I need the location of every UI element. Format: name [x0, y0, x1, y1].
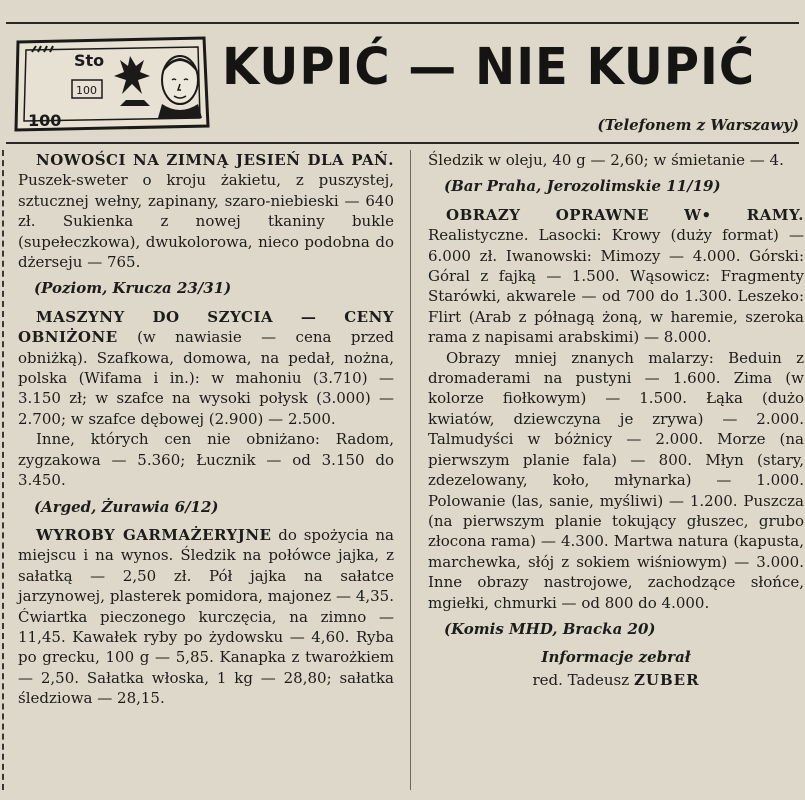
section-body: do spożycia na miejscu i na wynos. Śledzik na połówce jajka, z sałatką — 2,50 zł. Pół jajka na sałatce jarzynowej, plasterek pomidora, majonez — 4,35. Ćwiartka pieczonego kurczęcia, na zimno — 11,45. Kawałek ryby po żydowsku — 4,60. Ryba po grecku, 100 g — 5,85. Kanapka z twarożkiem — 2,50. Sałatka włoska, 1 kg — 28,80; sałatka śledziowa — 28,15.	[18, 525, 394, 708]
author-name: ZUBER	[633, 670, 700, 689]
banknote-illustration-icon	[12, 34, 212, 134]
left-column	[18, 150, 394, 709]
section-body-2: Inne, których cen nie obniżano: Radom, zygzakowa — 5.360; Łucznik — od 3.150 do 3.450.	[18, 430, 394, 490]
top-rule	[6, 22, 799, 24]
section-body: Puszek-sweter o kroju żakietu, z puszystej, sztucznej wełny, zapinany, szaro-niebieski — 640 zł. Sukienka z nowej tkaniny bukle (supełeczkowa), dwukolorowa, nieco podobna do dżerseju — 765.	[18, 171, 394, 272]
section-heading: WYROBY GARMAŻERYJNE	[36, 525, 272, 544]
credit-line: Informacje zebrał	[541, 648, 691, 667]
source-line: (Arged, Żurawia 6/12)	[34, 497, 219, 516]
section-heading: OBRAZY OPRAWNE W• RAMY.	[446, 205, 804, 224]
svg-text:Sto: Sto	[74, 51, 105, 70]
section-body-2: Obrazy mniej znanych malarzy: Beduin z dromaderami na pustyni — 1.600. Zima (w kolorze fiołkowym) — 1.500. Łąka (dużo kwiatów, dziewczyna je zrywa) — 2.000. Talmudyści w bóżnicy — 2.000. Morze (na pierwszym planie fala) — 800. Młyn (stary, zdezelowany, koło, młynarka) — 1.000. Polowanie (las, sanie, myśliwi) — 1.200. Puszcza (na pierwszym planie tokujący głuszec, grubo złocona rama) — 4.300. Martwa natura (kapusta, marchewka, słój z sokiem wiśniowym) — 3.000. Inne obrazy nastrojowe, zachodzące słońce, mgiełki, chmurki — od 800 do 4.000.	[428, 348, 804, 612]
page-title: KUPIĆ — NIE KUPIĆ	[222, 38, 756, 97]
svg-text:100: 100	[76, 84, 97, 97]
dateline: (Telefonem z Warszawy)	[597, 116, 799, 134]
section-body: Realistyczne. Lasocki: Krowy (duży format) — 6.000 zł. Iwanowski: Mimozy — 4.000. Górski: Góral z fajką — 1.500. Wąsowicz: Fragmenty Starówki, akwarele — od 700 do 1.300. Leszeko: Flirt (Arab z półnagą żoną, w haremie, szeroka rama z napisami arabskimi) — 8.000.	[428, 226, 804, 347]
article-fall-fashion	[18, 150, 394, 272]
article-sewing-machines	[18, 307, 394, 429]
article-framed-paintings	[428, 205, 804, 348]
right-column	[428, 150, 804, 690]
source-line: (Bar Praha, Jerozolimskie 11/19)	[444, 177, 721, 196]
section-continuation: Śledzik w oleju, 40 g — 2,60; w śmietanie — 4.	[428, 151, 784, 169]
header-rule	[6, 142, 799, 144]
section-heading: NOWOŚCI NA ZIMNĄ JESIEŃ DLA PAŃ.	[36, 151, 394, 169]
column-divider	[410, 150, 411, 790]
author-prefix: red. Tadeusz	[532, 670, 630, 689]
banknote-logo	[12, 34, 212, 134]
section-heading: MASZYNY DO SZYCIA — CENY OBNIŻONE	[18, 307, 394, 347]
section-body: (w nawiasie — cena przed obniżką). Szafkowa, domowa, na pedał, nożna, polska (Wifama i in.): w mahoniu (3.710) — 3.150 zł; w szafce na wysoki połysk (3.000) — 2.700; w szafce dębowej (2.900) — 2.500.	[18, 328, 394, 428]
author-byline	[428, 670, 804, 690]
torn-edge	[2, 150, 4, 790]
article-deli-products	[18, 525, 394, 709]
source-line: (Komis MHD, Bracka 20)	[444, 619, 656, 638]
svg-text:100: 100	[28, 111, 62, 130]
source-line: (Poziom, Krucza 23/31)	[34, 279, 232, 298]
